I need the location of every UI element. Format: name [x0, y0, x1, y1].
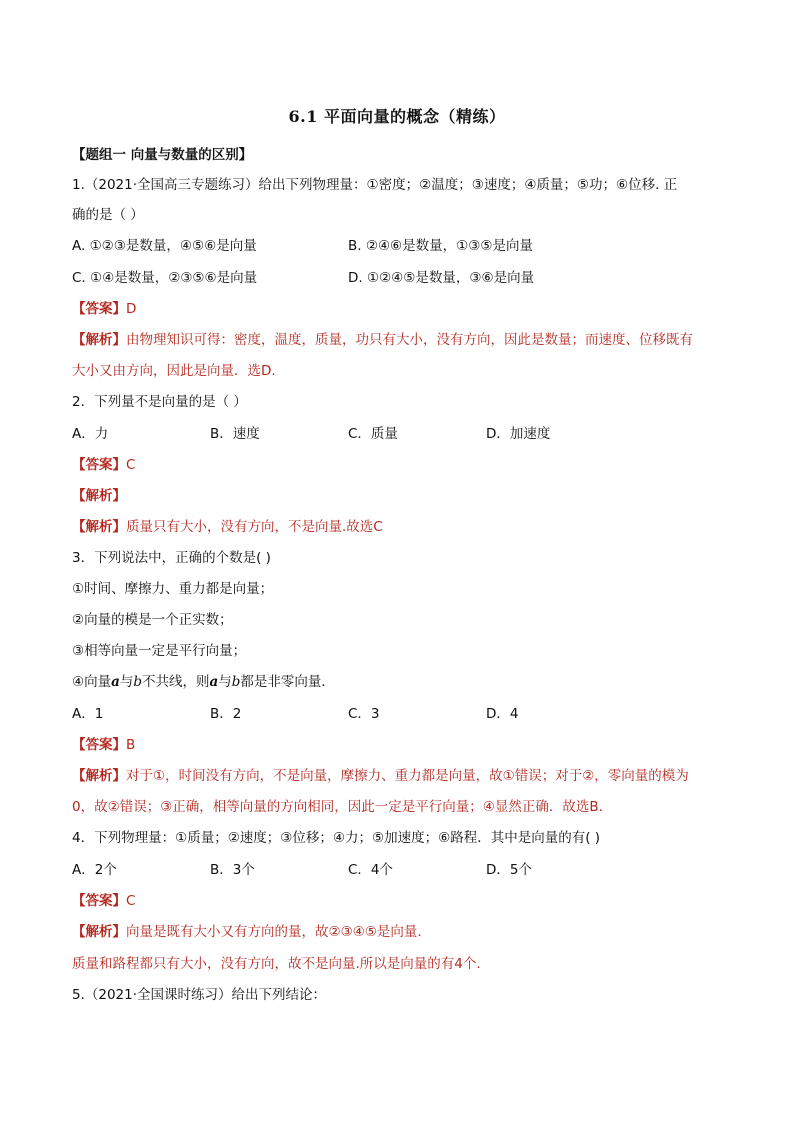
question-1-option-d: D. ①②④⑤是数量，③⑥是向量 — [348, 270, 535, 286]
statement-text: 与 — [218, 674, 232, 690]
vector-b-symbol: b — [231, 674, 241, 690]
answer-label: 【答案】 — [72, 893, 126, 909]
statement-text: 不共线，则 — [142, 674, 210, 690]
question-5-stem: 5.（2021·全国课时练习）给出下列结论： — [72, 987, 327, 1003]
explanation-text: 由物理知识可得：密度，温度，质量，功只有大小，没有方向，因此是数量；而速度、位移既有 — [126, 332, 693, 348]
explanation-label: 【解析】 — [72, 332, 126, 348]
question-2-explanation-label: 【解析】 — [72, 488, 126, 504]
question-4-explanation-line1 — [72, 923, 422, 941]
question-1-answer — [72, 300, 136, 318]
question-4-stem: 4．下列物理量：①质量；②速度；③位移；④力；⑤加速度；⑥路程．其中是向量的有( ) — [72, 830, 601, 846]
question-3-option-a: A．1 — [72, 706, 104, 722]
explanation-text: 向量是既有大小又有方向的量，故②③④⑤是向量. — [126, 924, 422, 940]
question-3-option-c: C．3 — [348, 706, 380, 722]
question-4-explanation-line2: 质量和路程都只有大小，没有方向，故不是向量.所以是向量的有4个. — [72, 956, 481, 972]
question-1-explanation-line1 — [72, 331, 693, 349]
question-3-option-d: D．4 — [486, 706, 519, 722]
question-3-statement-1: ①时间、摩擦力、重力都是向量； — [72, 581, 274, 597]
question-3-statement-3: ③相等向量一定是平行向量； — [72, 643, 247, 659]
answer-value: C — [126, 893, 136, 909]
question-1-option-c: C. ①④是数量，②③⑤⑥是向量 — [72, 270, 258, 286]
answer-label: 【答案】 — [72, 737, 126, 753]
question-1-stem-line1: 1.（2021·全国高三专题练习）给出下列物理量：①密度；②温度；③速度；④质量；⑤功；⑥位移. 正 — [72, 177, 678, 193]
explanation-label: 【解析】 — [72, 519, 126, 535]
vector-a-symbol: a — [111, 674, 120, 690]
question-1-option-a: A. ①②③是数量，④⑤⑥是向量 — [72, 238, 257, 254]
answer-label: 【答案】 — [72, 457, 126, 473]
question-2-option-c: C．质量 — [348, 426, 398, 442]
explanation-text: 对于①，时间没有方向，不是向量，摩擦力、重力都是向量，故①错误；对于②，零向量的模为 — [126, 768, 689, 784]
question-3-stem: 3．下列说法中，正确的个数是( ) — [72, 550, 271, 566]
question-3-statement-4 — [72, 673, 335, 691]
vector-b-symbol: b — [133, 674, 143, 690]
question-2-answer — [72, 456, 135, 474]
explanation-label: 【解析】 — [72, 768, 126, 784]
explanation-label: 【解析】 — [72, 924, 126, 940]
answer-value: C — [126, 457, 136, 473]
question-2-option-a: A．力 — [72, 426, 109, 442]
section-heading: 【题组一 向量与数量的区别】 — [72, 147, 253, 163]
question-3-explanation-line1 — [72, 767, 689, 785]
explanation-text: 质量只有大小，没有方向，不是向量.故选C — [126, 519, 383, 535]
statement-text: 都是非零向量． — [240, 674, 335, 690]
question-1-explanation-line2: 大小又由方向，因此是向量．选D. — [72, 363, 276, 379]
answer-value: D — [126, 301, 137, 317]
statement-text: ④向量 — [72, 674, 112, 690]
question-4-answer — [72, 892, 135, 910]
answer-label: 【答案】 — [72, 301, 126, 317]
question-3-option-b: B．2 — [210, 706, 242, 722]
page-title: 6.1 平面向量的概念（精练） — [288, 107, 506, 126]
question-2-stem: 2．下列量不是向量的是（ ） — [72, 394, 247, 410]
question-3-answer — [72, 736, 135, 754]
question-2-option-d: D．加速度 — [486, 426, 551, 442]
statement-text: 与 — [119, 674, 134, 690]
question-4-option-b: B．3个 — [210, 862, 255, 878]
question-2-option-b: B．速度 — [210, 426, 260, 442]
question-3-statement-2: ②向量的模是一个正实数； — [72, 612, 233, 628]
question-3-explanation-line2: 0，故②错误；③正确，相等向量的方向相同，因此一定是平行向量；④显然正确．故选B. — [72, 799, 603, 815]
answer-value: B — [126, 737, 136, 753]
question-4-option-a: A．2个 — [72, 862, 117, 878]
question-1-option-b: B. ②④⑥是数量，①③⑤是向量 — [348, 238, 533, 254]
question-4-option-c: C．4个 — [348, 862, 394, 878]
vector-a-symbol: a — [209, 674, 219, 690]
question-4-option-d: D．5个 — [486, 862, 532, 878]
question-2-explanation — [72, 518, 383, 536]
question-1-stem-line2: 确的是（ ） — [72, 207, 144, 223]
